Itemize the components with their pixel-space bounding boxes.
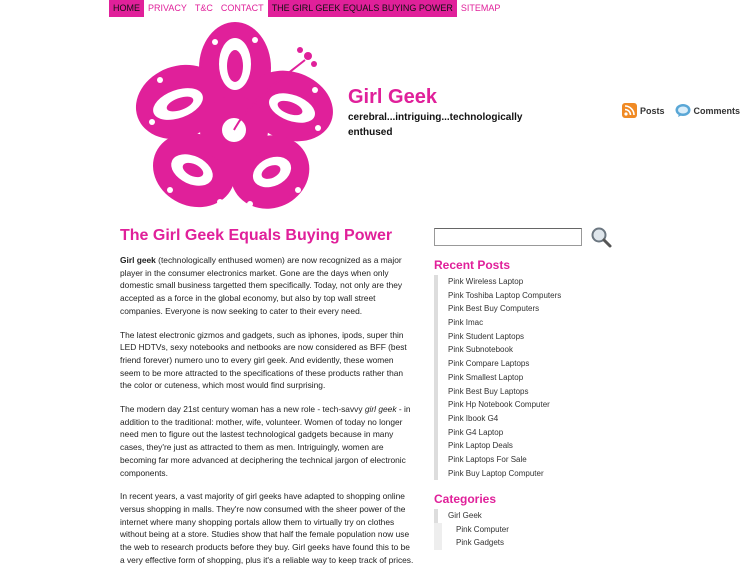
recent-post-item[interactable]: Pink Subnotebook bbox=[434, 343, 561, 357]
recent-post-item[interactable]: Pink Imac bbox=[434, 316, 561, 330]
recent-post-item[interactable]: Pink Smallest Laptop bbox=[434, 371, 561, 385]
recent-post-item[interactable]: Pink Wireless Laptop bbox=[434, 275, 561, 289]
comments-feed-link[interactable] bbox=[675, 103, 741, 118]
recent-post-item[interactable]: Pink Laptops For Sale bbox=[434, 453, 561, 467]
site-title[interactable]: Girl Geek bbox=[348, 86, 437, 108]
posts-feed-link[interactable] bbox=[622, 103, 665, 118]
category-item[interactable]: Girl Geek bbox=[434, 509, 509, 523]
search-input[interactable] bbox=[434, 228, 582, 246]
site-description: cerebral...intriguing...technologically enthused bbox=[348, 112, 523, 138]
post-paragraph-2: The latest electronic gizmos and gadgets, such as iphones, ipods, super thin LED HDTVs, sexy notebooks and netbooks are now considered as BFF (best friend forever) numero uno to every girl geek. And evidently, these women seem to be more attracted to the specifications of these products rather than the color or cuteness, which most would find surprising. bbox=[120, 329, 407, 391]
recent-posts-heading: Recent Posts bbox=[434, 258, 511, 272]
categories-heading: Categories bbox=[434, 492, 497, 506]
top-nav bbox=[109, 0, 504, 17]
categories-list bbox=[434, 509, 509, 550]
hibiscus-logo[interactable] bbox=[130, 20, 338, 220]
recent-post-item[interactable]: Pink Ibook G4 bbox=[434, 412, 561, 426]
category-item[interactable]: Pink Gadgets bbox=[434, 536, 509, 550]
nav-girl-geek-buying-power[interactable]: THE GIRL GEEK EQUALS BUYING POWER bbox=[268, 0, 457, 17]
recent-post-item[interactable]: Pink Compare Laptops bbox=[434, 357, 561, 371]
recent-post-item[interactable]: Pink Best Buy Computers bbox=[434, 302, 561, 316]
p3-text-b: - in addition to the traditional: mother, wife, volunteer. Women of today no longer need men to figure out the lastest technological gadgets because in many cases, they're just as attracted to them as men. Intriguingly, women are becoming far more advanced at deciphering the technical jargon of electronic components. bbox=[120, 404, 411, 478]
recent-post-item[interactable]: Pink Buy Laptop Computer bbox=[434, 467, 561, 481]
search-form bbox=[434, 226, 612, 248]
p1-text: (technologically enthused women) are now recognized as a major player in the consumer electronics market. Gone are the days when only domestic small business targetted them specifically. Today, not only are they accepted as a force in the global economy, but also by top wall street companies. Everyone is now seeking to cater to their every need. bbox=[120, 255, 403, 316]
recent-post-item[interactable]: Pink Toshiba Laptop Computers bbox=[434, 289, 561, 303]
post-paragraph-4: In recent years, a vast majority of girl geeks have adapted to shopping online versus shopping in malls. They're now consumed with the sheer power of the internet where many shopping portals allow them to virtually try on clothes without being at a store. Studies show that half the female population now use the web to research products before they buy. Girl geeks have found this to be a very effective form of shopping, plus it's a reliable way to keep track of prices. bbox=[120, 491, 414, 565]
girl-geek-italic: girl geek bbox=[364, 404, 397, 415]
nav-terms[interactable]: T&C bbox=[194, 3, 213, 13]
nav-home[interactable]: HOME bbox=[109, 0, 144, 17]
recent-post-item[interactable]: Pink Best Buy Laptops bbox=[434, 385, 561, 399]
nav-sitemap[interactable]: SITEMAP bbox=[460, 3, 501, 13]
comments-rss-icon bbox=[675, 103, 691, 118]
magnifier-icon bbox=[590, 226, 612, 248]
post-paragraph-1 bbox=[120, 254, 416, 318]
post-paragraph-3 bbox=[120, 403, 416, 479]
post-body bbox=[120, 254, 416, 577]
recent-post-item[interactable]: Pink Student Laptops bbox=[434, 330, 561, 344]
feed-links bbox=[622, 103, 750, 118]
posts-feed-label: Posts bbox=[640, 105, 665, 116]
nav-privacy[interactable]: PRIVACY bbox=[148, 3, 187, 13]
recent-post-item[interactable]: Pink Laptop Deals bbox=[434, 439, 561, 453]
girl-geek-bold: Girl geek bbox=[120, 255, 156, 265]
recent-posts-list bbox=[434, 275, 561, 480]
nav-contact[interactable]: CONTACT bbox=[220, 3, 264, 13]
post-title[interactable]: The Girl Geek Equals Buying Power bbox=[120, 227, 393, 244]
search-button[interactable] bbox=[590, 226, 612, 248]
rss-icon bbox=[622, 103, 637, 118]
p3-text-a: The modern day 21st century woman has a new role - tech-savvy bbox=[120, 404, 365, 415]
category-item[interactable]: Pink Computer bbox=[434, 523, 509, 537]
comments-feed-label: Comments bbox=[693, 105, 741, 116]
recent-post-item[interactable]: Pink Hp Notebook Computer bbox=[434, 398, 561, 412]
recent-post-item[interactable]: Pink G4 Laptop bbox=[434, 426, 561, 440]
